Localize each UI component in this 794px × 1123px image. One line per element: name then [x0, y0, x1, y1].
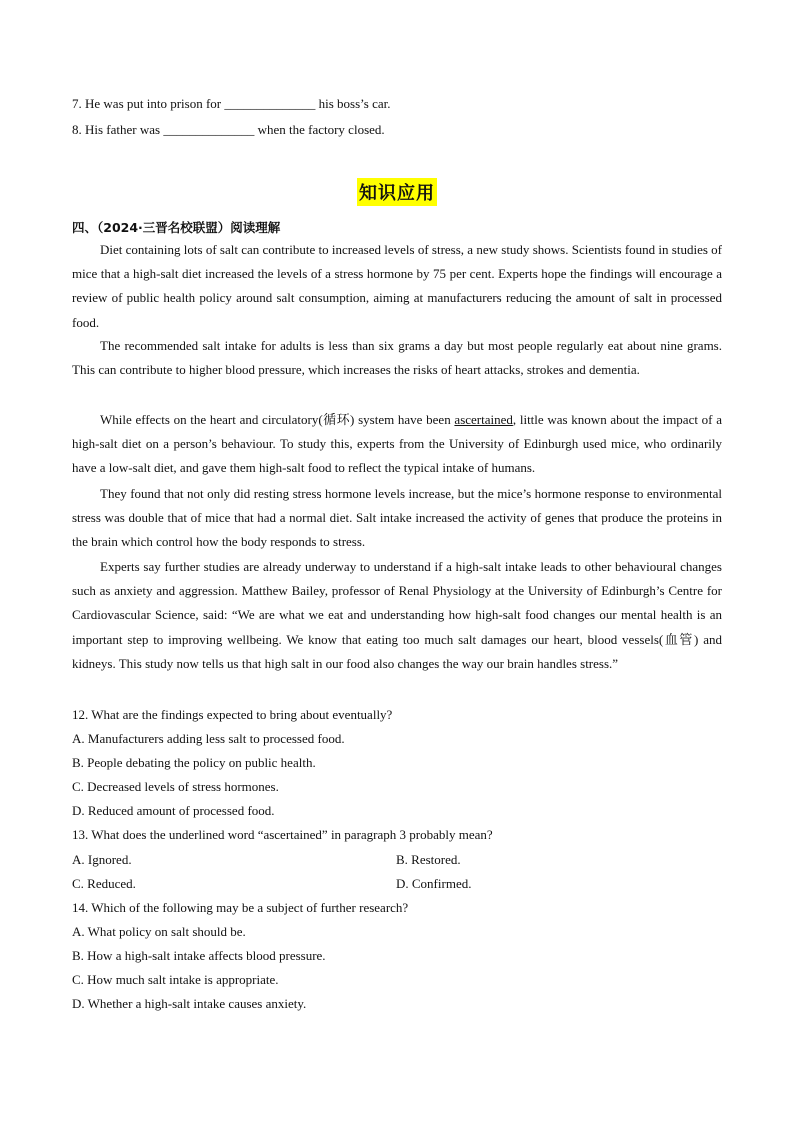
paragraph-3-before: While effects on the heart and circulatory(循环) system have been: [100, 412, 455, 427]
passage-paragraph-3: [72, 408, 722, 481]
question-13-option-d: D. Confirmed.: [396, 876, 472, 891]
question-12-stem: 12. What are the findings expected to bring about eventually?: [72, 707, 393, 722]
section-title: 知识应用: [357, 178, 437, 206]
question-13-option-c: C. Reduced.: [72, 876, 136, 891]
paragraph-3-after: , little was known about the impact of a high-salt diet on a person’s behaviour. To study this, experts from the University of Edinburgh used mice, who ordinarily have a low-salt diet, and gave them high-salt food to reflect the typical intake of humans.: [72, 412, 722, 476]
underlined-word: ascertained: [454, 412, 513, 427]
question-14-stem: 14. Which of the following may be a subject of further research?: [72, 900, 409, 915]
question-14-option-d: D. Whether a high-salt intake causes anxiety.: [72, 996, 307, 1011]
question-14-option-b: B. How a high-salt intake affects blood pressure.: [72, 948, 326, 963]
passage-paragraph-2: The recommended salt intake for adults is less than six grams a day but most people regularly eat about nine grams. This can contribute to higher blood pressure, which increases the risks of heart attacks, strokes and dementia.: [72, 338, 722, 378]
reading-heading: 四、（2024·三晋名校联盟）阅读理解: [72, 220, 281, 235]
question-12-option-a: A. Manufacturers adding less salt to processed food.: [72, 731, 345, 746]
section-title-wrap: [0, 178, 794, 206]
fill-blank-7: 7. He was put into prison for ______________ his boss’s car.: [72, 96, 391, 111]
passage-paragraph-5: Experts say further studies are already underway to understand if a high-salt intake leads to other behavioural changes such as anxiety and aggression. Matthew Bailey, professor of Renal Physiology at the University of Edinburgh’s Centre for Cardiovascular Science, said: “We are what we eat and understanding how high-salt food changes our mental health is an important step to improving wellbeing. We know that eating too much salt damages our heart, blood vessels(血管) and kidneys. This study now tells us that high salt in our food also changes the way our brain handles stress.”: [72, 559, 722, 671]
fill-blank-8: 8. His father was ______________ when the factory closed.: [72, 122, 385, 137]
passage-paragraph-4: They found that not only did resting stress hormone levels increase, but the mice’s hormone response to environmental stress was double that of mice that had a normal diet. Salt intake increased the activity of genes that produce the proteins in the brain which control how the body responds to stress.: [72, 486, 722, 550]
question-14-option-c: C. How much salt intake is appropriate.: [72, 972, 279, 987]
question-12-option-b: B. People debating the policy on public health.: [72, 755, 316, 770]
question-12-option-c: C. Decreased levels of stress hormones.: [72, 779, 279, 794]
passage-paragraph-1: Diet containing lots of salt can contribute to increased levels of stress, a new study shows. Scientists found in studies of mice that a high-salt diet increased the levels of a stress hormone by 75 per cent. Experts hope the findings will encourage a review of public health policy around salt consumption, aiming at manufacturers reducing the amount of salt in processed food.: [72, 242, 722, 330]
question-14-option-a: A. What policy on salt should be.: [72, 924, 246, 939]
question-12-option-d: D. Reduced amount of processed food.: [72, 803, 275, 818]
question-13-stem: 13. What does the underlined word “ascertained” in paragraph 3 probably mean?: [72, 827, 493, 842]
question-13-option-a: A. Ignored.: [72, 852, 132, 867]
question-13-option-b: B. Restored.: [396, 852, 461, 867]
